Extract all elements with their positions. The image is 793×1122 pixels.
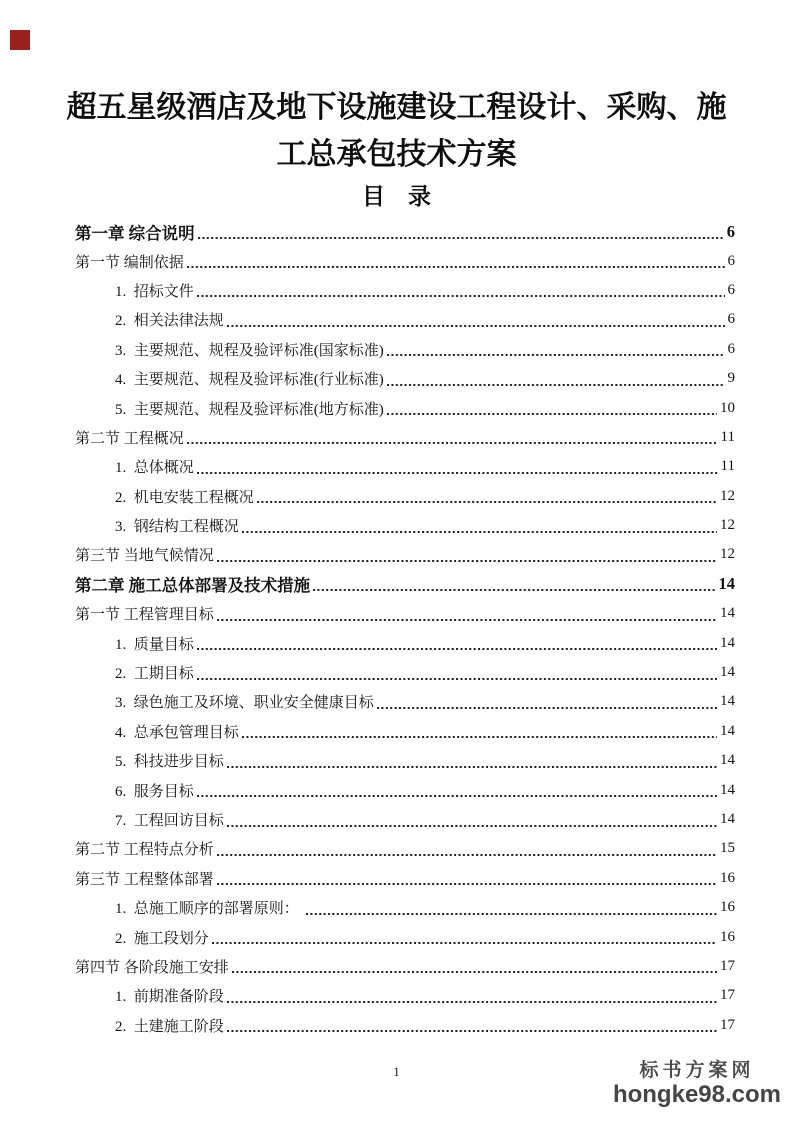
toc-entry-label: 第三节 工程整体部署 [75,871,214,888]
toc-entry [75,1011,735,1040]
toc-entry-page: 14 [720,722,735,739]
toc-entry-page: 14 [720,693,735,710]
toc-entry-page: 6 [726,221,735,241]
dot-leader [227,825,717,827]
toc-entry-label: 第二节 工程概况 [75,430,184,447]
toc-entry-label: 1. 前期准备阶段 [115,989,224,1006]
toc-list [75,217,735,1040]
dot-leader [197,795,717,797]
dot-leader [242,531,717,533]
toc-entry [75,276,735,305]
toc-entry-label: 2. 机电安装工程概况 [115,489,254,506]
toc-entry-label: 4. 主要规范、规程及验评标准(行业标准) [115,372,384,389]
toc-entry-page: 12 [720,517,735,534]
toc-entry [75,922,735,951]
red-marker-square [10,30,30,50]
toc-entry-label: 第三节 当地气候情况 [75,548,214,565]
toc-entry-page: 6 [727,281,735,298]
dot-leader [197,678,717,680]
toc-entry [75,540,735,569]
footer-page-number: 1 [393,1064,400,1079]
toc-entry-label: 第一节 工程管理目标 [75,607,214,624]
dot-leader [187,266,725,268]
dot-leader [198,237,724,239]
toc-entry-page: 14 [718,574,735,594]
toc-entry-label: 第二节 工程特点分析 [75,842,214,859]
toc-entry [75,746,735,775]
toc-entry-label: 3. 主要规范、规程及验评标准(国家标准) [115,342,384,359]
toc-entry-label: 2. 工期目标 [115,666,194,683]
toc-entry-label: 第四节 各阶段施工安排 [75,959,229,976]
watermark [613,1060,781,1107]
dot-leader [227,325,725,327]
toc-entry [75,658,735,687]
toc-entry-page: 10 [720,399,735,416]
toc-entry-page: 12 [720,487,735,504]
dot-leader [313,589,715,591]
toc-entry-page: 16 [720,869,735,886]
toc-entry [75,599,735,628]
dot-leader [217,883,717,885]
dot-leader [217,854,717,856]
dot-leader [242,736,717,738]
toc-entry [75,364,735,393]
toc-entry-label: 3. 钢结构工程概况 [115,519,239,536]
toc-entry-label: 2. 相关法律法规 [115,313,224,330]
toc-entry-label: 5. 科技进步目标 [115,754,224,771]
toc-entry-label: 1. 招标文件 [115,283,194,300]
toc-entry-page: 11 [720,458,735,475]
toc-entry-page: 12 [720,546,735,563]
toc-entry-label: 2. 土建施工阶段 [115,1018,224,1035]
toc-entry-page: 9 [727,370,735,387]
toc-entry-label: 第二章 施工总体部署及技术措施 [75,576,311,596]
toc-entry [75,217,735,246]
toc-entry-page: 14 [720,605,735,622]
toc-entry-label: 3. 绿色施工及环境、职业安全健康目标 [115,695,374,712]
toc-entry-page: 11 [720,428,735,445]
toc-entry [75,246,735,275]
dot-leader [387,413,717,415]
toc-entry-label: 7. 工程回访目标 [115,813,224,829]
toc-entry [75,893,735,922]
toc-entry [75,335,735,364]
dot-leader [227,1001,717,1003]
toc-entry-page: 6 [727,252,735,269]
dot-leader [306,913,717,915]
toc-entry-page: 14 [720,752,735,769]
toc-entry [75,687,735,716]
dot-leader [187,442,718,444]
toc-entry [75,864,735,893]
toc-entry [75,775,735,804]
toc-entry-page: 17 [720,987,735,1004]
toc-entry-label: 1. 质量目标 [115,636,194,653]
toc-entry [75,511,735,540]
toc-entry-page: 14 [720,781,735,798]
watermark-site-name: 标书方案网 [639,1060,755,1081]
watermark-site-url: hongke98.com [612,1081,781,1108]
toc-entry [75,452,735,481]
toc-entry-page: 17 [720,1016,735,1033]
toc-entry-label: 4. 总承包管理目标 [115,724,239,741]
toc-entry [75,952,735,981]
toc-entry-label: 1. 总施工顺序的部署原则： [115,901,303,918]
toc-entry [75,305,735,334]
page-title: 超五星级酒店及地下设施建设工程设计、采购、施工总承包技术方案 [66,91,727,171]
toc-entry-page: 14 [720,664,735,681]
toc-entry-page: 16 [720,899,735,916]
dot-leader [227,766,717,768]
toc-entry [75,805,735,834]
dot-leader [387,354,725,356]
toc-entry-label: 第一节 编制依据 [75,254,184,271]
toc-entry [75,423,735,452]
toc-heading: 目 录 [362,183,431,209]
toc-entry-label: 第一章 综合说明 [75,223,195,243]
toc-entry-page: 16 [720,928,735,945]
dot-leader [217,619,717,621]
toc-entry-page: 17 [720,957,735,974]
toc-entry-label: 5. 主要规范、规程及验评标准(地方标准) [115,401,384,418]
dot-leader [387,384,725,386]
toc-entry [75,981,735,1010]
toc-entry [75,393,735,422]
dot-leader [212,942,717,944]
toc-entry-page: 6 [727,311,735,328]
toc-entry-page: 15 [720,840,735,857]
toc-entry [75,834,735,863]
toc-entry-label: 1. 总体概况 [115,460,194,477]
dot-leader [227,1030,717,1032]
toc-entry-page: 14 [720,634,735,651]
toc-entry-label: 6. 服务目标 [115,783,194,800]
toc-entry [75,570,735,599]
dot-leader [232,971,717,973]
toc-entry [75,628,735,657]
dot-leader [197,648,717,650]
dot-leader [197,295,725,297]
toc-entry [75,717,735,746]
toc-entry-label: 2. 施工段划分 [115,930,209,947]
dot-leader [217,560,717,562]
toc-entry-page: 6 [727,340,735,357]
toc-entry [75,482,735,511]
dot-leader [377,707,717,709]
dot-leader [197,472,718,474]
toc-entry-page: 14 [720,811,735,827]
dot-leader [257,501,717,503]
